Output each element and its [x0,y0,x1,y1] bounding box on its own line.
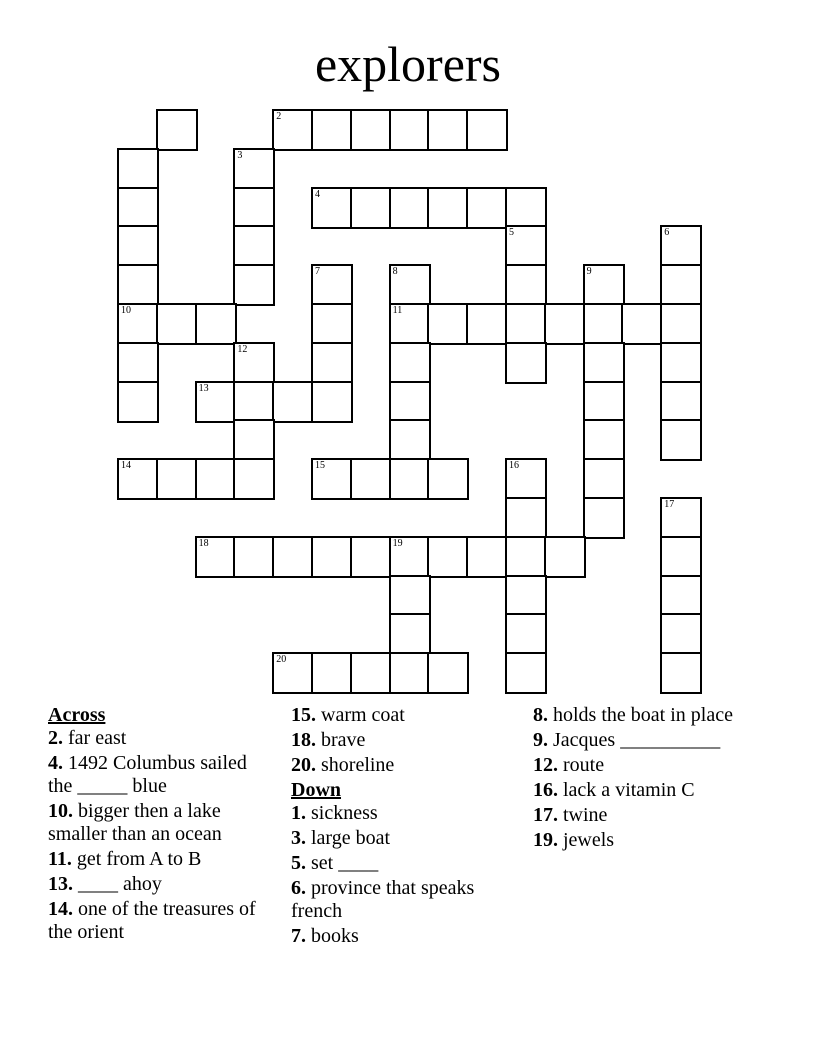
clue-item-number: 7. [291,925,306,947]
clue-item-number: 20. [291,754,316,776]
grid-cell[interactable] [466,303,508,345]
clue-item [533,829,773,852]
clue-item [291,754,513,777]
clue-item-text: bigger then a lake smaller than an ocean [48,800,222,845]
clue-item-text: set ____ [311,852,379,874]
clue-item-number: 1. [291,802,306,824]
grid-cell[interactable] [583,342,625,384]
clues-column-1 [48,704,270,946]
grid-cell[interactable] [389,187,431,229]
grid-cell[interactable] [583,381,625,423]
grid-cell[interactable] [660,264,702,306]
clue-number: 12 [237,343,248,355]
clue-item [48,800,270,846]
grid-cell[interactable] [389,575,431,617]
grid-cell[interactable] [272,536,314,578]
grid-cell[interactable] [117,458,159,500]
grid-cell[interactable] [311,109,353,151]
grid-cell[interactable] [311,342,353,384]
grid-cell[interactable] [660,419,702,461]
clue-number: 18 [198,537,209,549]
grid-cell[interactable] [272,109,314,151]
grid-cell[interactable] [621,303,663,345]
clue-number: 4 [315,188,320,200]
clue-item-number: 18. [291,729,316,751]
grid-cell[interactable] [505,652,547,694]
grid-cell[interactable] [660,652,702,694]
grid-cell[interactable] [544,536,586,578]
grid-cell[interactable] [233,264,275,306]
clue-item-text: sickness [311,802,378,824]
clue-item-number: 9. [533,729,548,751]
grid-cell[interactable] [311,303,353,345]
grid-cell[interactable] [427,458,469,500]
grid-cell[interactable] [311,652,353,694]
clue-item-number: 2. [48,727,63,749]
grid-cell[interactable] [389,652,431,694]
grid-cell[interactable] [389,109,431,151]
grid-cell[interactable] [427,303,469,345]
grid-cell[interactable] [195,536,237,578]
grid-cell[interactable] [117,381,159,423]
clue-item-number: 13. [48,873,73,895]
clue-number: 7 [315,266,320,278]
clue-item-number: 11. [48,848,72,870]
clue-item-number: 17. [533,804,558,826]
clue-number: 2 [276,111,282,122]
clue-item-number: 14. [48,898,73,920]
grid-cell[interactable] [117,264,159,306]
grid-cell[interactable] [427,536,469,578]
grid-cell[interactable] [311,264,353,306]
clue-item-number: 4. [48,752,63,774]
clue-item-number: 3. [291,827,306,849]
grid-cell[interactable] [660,303,702,345]
grid-cell[interactable] [272,381,314,423]
clue-item-text: route [563,754,605,776]
grid-cell[interactable] [311,187,353,229]
clue-item-number: 10. [48,800,73,822]
clue-item-number: 15. [291,704,316,726]
clue-item-text: far east [68,727,127,749]
grid-cell[interactable] [505,575,547,617]
clue-item [533,754,773,777]
clue-item-text: Jacques __________ [553,729,721,751]
grid-cell[interactable] [466,109,508,151]
grid-cell[interactable] [389,458,431,500]
clue-item [533,704,773,727]
grid-cell[interactable] [544,303,586,345]
clues-column-3 [533,704,773,854]
clues-heading: Down [291,779,342,801]
clue-item-text: brave [321,729,366,751]
grid-cell[interactable] [583,419,625,461]
grid-cell[interactable] [233,225,275,267]
clue-item-text: lack a vitamin C [563,779,695,801]
grid-cell[interactable] [660,575,702,617]
grid-cell[interactable] [505,536,547,578]
grid-cell[interactable] [156,109,198,151]
grid-cell[interactable] [427,109,469,151]
grid-cell[interactable] [156,303,198,345]
grid-cell[interactable] [505,497,547,539]
clue-number: 5 [509,227,514,239]
clue-number: 15 [315,460,325,472]
grid-cell[interactable] [389,381,431,423]
grid-cell[interactable] [233,148,275,190]
grid-cell[interactable] [311,458,353,500]
grid-cell[interactable] [583,458,625,500]
clue-item [48,898,270,944]
grid-cell[interactable] [195,381,237,423]
grid-cell[interactable] [272,652,314,694]
grid-cell[interactable] [466,187,508,229]
clue-item-number: 16. [533,779,558,801]
grid-cell[interactable] [427,187,469,229]
grid-cell[interactable] [233,342,275,384]
clue-number: 19 [392,537,403,549]
grid-cell[interactable] [583,497,625,539]
clue-item-text: books [311,925,359,947]
clue-item [48,848,270,871]
clue-number: 16 [509,460,519,472]
grid-cell[interactable] [660,536,702,578]
clue-number: 9 [586,266,592,278]
clue-number: 6 [664,227,670,239]
grid-cell[interactable] [350,458,392,500]
clue-item-text: holds the boat in place [553,704,733,726]
grid-cell[interactable] [505,342,547,384]
grid-cell[interactable] [389,303,431,345]
clue-item [291,704,513,727]
grid-cell[interactable] [117,342,159,384]
clue-item-number: 5. [291,852,306,874]
grid-cell[interactable] [350,536,392,578]
grid-cell[interactable] [117,148,159,190]
grid-cell[interactable] [660,225,702,267]
clue-number: 20 [276,654,287,666]
grid-cell[interactable] [195,303,237,345]
clues-heading: Across [48,704,106,726]
grid-cell[interactable] [660,613,702,655]
clue-item-text: province that speaks french [291,877,475,922]
grid-cell[interactable] [505,187,547,229]
clues-column-2 [291,704,513,950]
clue-item-text: 1492 Columbus sailed the _____ blue [48,752,247,797]
grid-cell[interactable] [117,303,159,345]
clue-item [533,804,773,827]
clue-item [291,729,513,752]
grid-cell[interactable] [195,458,237,500]
clue-item-text: jewels [563,829,615,851]
clue-number: 11 [392,305,403,316]
clue-number: 14 [121,460,131,472]
grid-cell[interactable] [350,652,392,694]
grid-cell[interactable] [233,536,275,578]
grid-cell[interactable] [389,536,431,578]
clue-item [48,727,270,750]
clue-item-text: warm coat [321,704,405,726]
grid-cell[interactable] [660,381,702,423]
clue-item [291,852,513,875]
grid-cell[interactable] [505,303,547,345]
grid-cell[interactable] [233,187,275,229]
grid-cell[interactable] [466,536,508,578]
grid-cell[interactable] [505,613,547,655]
clue-number: 3 [237,149,243,161]
clue-item [533,779,773,802]
clue-item [291,877,513,923]
clue-item-text: one of the treasures of the orient [48,898,256,943]
clue-item [291,802,513,825]
clue-item-text: twine [563,804,608,826]
grid-cell[interactable] [117,187,159,229]
clue-item [48,873,270,896]
grid-cell[interactable] [311,381,353,423]
clue-number: 13 [198,382,209,394]
grid-cell[interactable] [389,419,431,461]
clue-item [291,925,513,948]
clue-item-text: shoreline [321,754,395,776]
grid-cell[interactable] [117,225,159,267]
clue-item-text: get from A to B [76,848,202,870]
grid-cell[interactable] [389,264,431,306]
grid-cell[interactable] [505,225,547,267]
clue-item-number: 6. [291,877,306,899]
grid-cell[interactable] [233,458,275,500]
grid-cell[interactable] [350,187,392,229]
grid-cell[interactable] [583,264,625,306]
grid-cell[interactable] [660,342,702,384]
page-title: explorers [314,36,502,92]
grid-cell[interactable] [583,303,625,345]
grid-cell[interactable] [311,536,353,578]
clue-item [48,752,270,798]
grid-cell[interactable] [505,458,547,500]
grid-cell[interactable] [233,381,275,423]
clue-item-text: ____ ahoy [78,873,162,895]
clue-item-number: 12. [533,754,558,776]
clue-number: 8 [392,266,398,278]
grid-cell[interactable] [660,497,702,539]
grid-cell[interactable] [156,458,198,500]
clue-item-number: 8. [533,704,548,726]
clue-item-number: 19. [533,829,558,851]
grid-cell[interactable] [233,419,275,461]
clue-item [533,729,773,752]
clue-number: 10 [121,305,131,316]
grid-cell[interactable] [350,109,392,151]
grid-cell[interactable] [389,613,431,655]
grid-cell[interactable] [427,652,469,694]
clue-item [291,827,513,850]
grid-cell[interactable] [505,264,547,306]
clue-item-text: large boat [311,827,391,849]
clue-number: 17 [664,499,675,510]
grid-cell[interactable] [389,342,431,384]
